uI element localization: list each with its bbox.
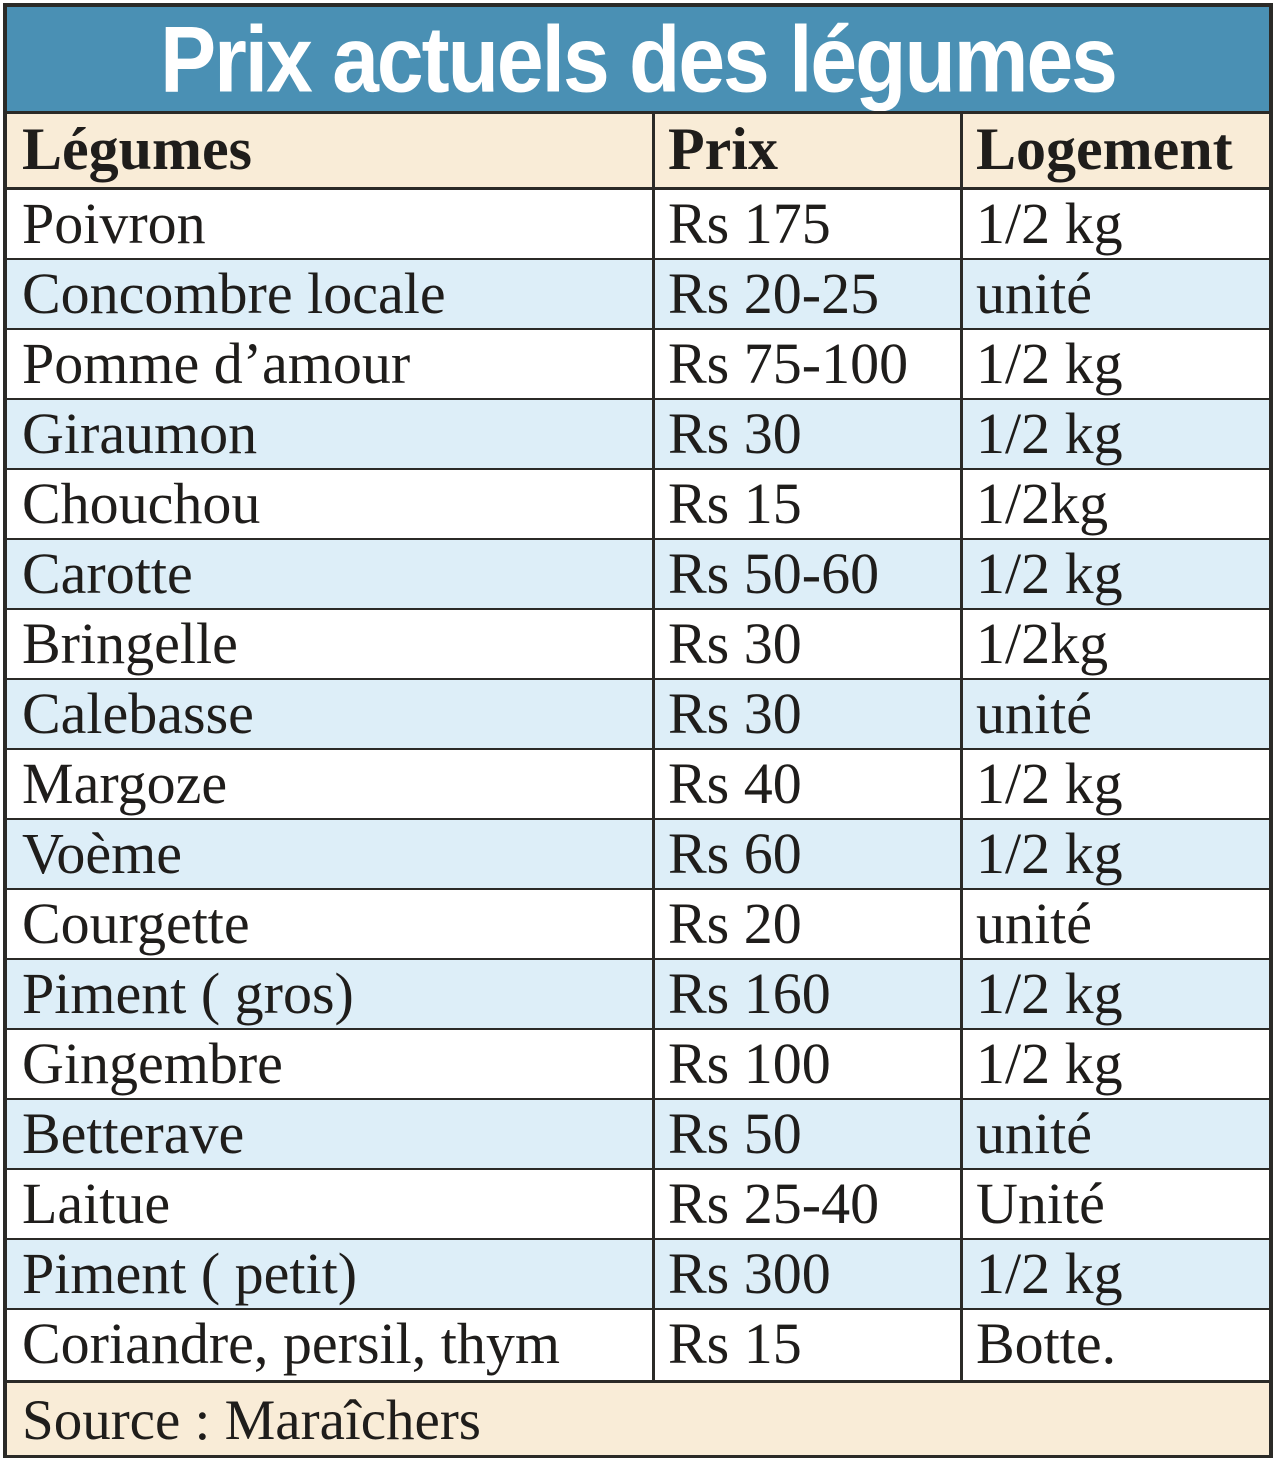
cell-logement: 1/2 kg	[960, 960, 1269, 1028]
cell-legume: Bringelle	[22, 611, 238, 676]
cell-logement: Botte.	[960, 1310, 1269, 1380]
table-row	[7, 890, 1269, 960]
source-note: Source : Maraîchers	[7, 1380, 1269, 1455]
cell-legume: Concombre locale	[22, 261, 446, 326]
table-row	[7, 330, 1269, 400]
cell-legume: Voème	[22, 821, 183, 886]
cell-prix: Rs 40	[652, 750, 960, 818]
cell-prix: Rs 15	[652, 1310, 960, 1380]
cell-logement: 1/2 kg	[960, 540, 1269, 608]
cell-logement: unité	[960, 260, 1269, 328]
cell-logement: 1/2kg	[960, 470, 1269, 538]
table-row	[7, 680, 1269, 750]
cell-legume: Margoze	[22, 751, 228, 816]
cell-legume: Laitue	[22, 1171, 171, 1236]
cell-prix: Rs 30	[652, 610, 960, 678]
cell-legume: Poivron	[22, 191, 206, 256]
cell-prix: Rs 160	[652, 960, 960, 1028]
cell-logement: unité	[960, 1100, 1269, 1168]
cell-prix: Rs 30	[652, 680, 960, 748]
table-row	[7, 190, 1269, 260]
cell-prix: Rs 75-100	[652, 330, 960, 398]
cell-logement: Unité	[960, 1170, 1269, 1238]
table-body	[7, 190, 1269, 1380]
cell-logement: 1/2 kg	[960, 820, 1269, 888]
cell-logement: 1/2 kg	[960, 400, 1269, 468]
cell-legume: Coriandre, persil, thym	[22, 1311, 561, 1376]
column-header-legumes: Légumes	[22, 116, 252, 182]
cell-legume: Calebasse	[22, 681, 254, 746]
cell-legume: Courgette	[22, 891, 250, 956]
cell-legume: Gingembre	[22, 1031, 283, 1096]
cell-logement: 1/2 kg	[960, 330, 1269, 398]
column-header-prix: Prix	[652, 114, 960, 187]
cell-prix: Rs 20-25	[652, 260, 960, 328]
cell-logement: 1/2kg	[960, 610, 1269, 678]
cell-logement: 1/2 kg	[960, 1030, 1269, 1098]
cell-prix: Rs 50	[652, 1100, 960, 1168]
cell-logement: 1/2 kg	[960, 1240, 1269, 1308]
cell-logement: 1/2 kg	[960, 190, 1269, 258]
cell-legume: Chouchou	[22, 471, 261, 536]
cell-prix: Rs 30	[652, 400, 960, 468]
cell-prix: Rs 100	[652, 1030, 960, 1098]
table-row	[7, 540, 1269, 610]
cell-prix: Rs 50-60	[652, 540, 960, 608]
column-header-logement: Logement	[960, 114, 1269, 187]
table-row	[7, 1310, 1269, 1380]
table-row	[7, 260, 1269, 330]
cell-legume: Piment ( gros)	[22, 961, 354, 1026]
cell-prix: Rs 25-40	[652, 1170, 960, 1238]
cell-logement: 1/2 kg	[960, 750, 1269, 818]
table-row	[7, 400, 1269, 470]
table-frame	[3, 3, 1273, 1458]
table-row	[7, 1100, 1269, 1170]
table-row	[7, 610, 1269, 680]
table-row	[7, 1240, 1269, 1310]
cell-legume: Pomme d’amour	[22, 331, 411, 396]
table-row	[7, 1170, 1269, 1240]
cell-legume: Betterave	[22, 1101, 245, 1166]
table-row	[7, 820, 1269, 890]
table-row	[7, 960, 1269, 1030]
cell-legume: Giraumon	[22, 401, 258, 466]
cell-legume: Piment ( petit)	[22, 1241, 358, 1306]
table-row	[7, 470, 1269, 540]
table-header-row	[7, 114, 1269, 190]
cell-prix: Rs 20	[652, 890, 960, 958]
title-bar	[7, 7, 1269, 114]
table-row	[7, 750, 1269, 820]
page-title: Prix actuels des légumes	[160, 7, 1116, 112]
cell-prix: Rs 175	[652, 190, 960, 258]
table-row	[7, 1030, 1269, 1100]
cell-prix: Rs 60	[652, 820, 960, 888]
cell-legume: Carotte	[22, 541, 193, 606]
cell-prix: Rs 300	[652, 1240, 960, 1308]
cell-logement: unité	[960, 890, 1269, 958]
cell-logement: unité	[960, 680, 1269, 748]
cell-prix: Rs 15	[652, 470, 960, 538]
